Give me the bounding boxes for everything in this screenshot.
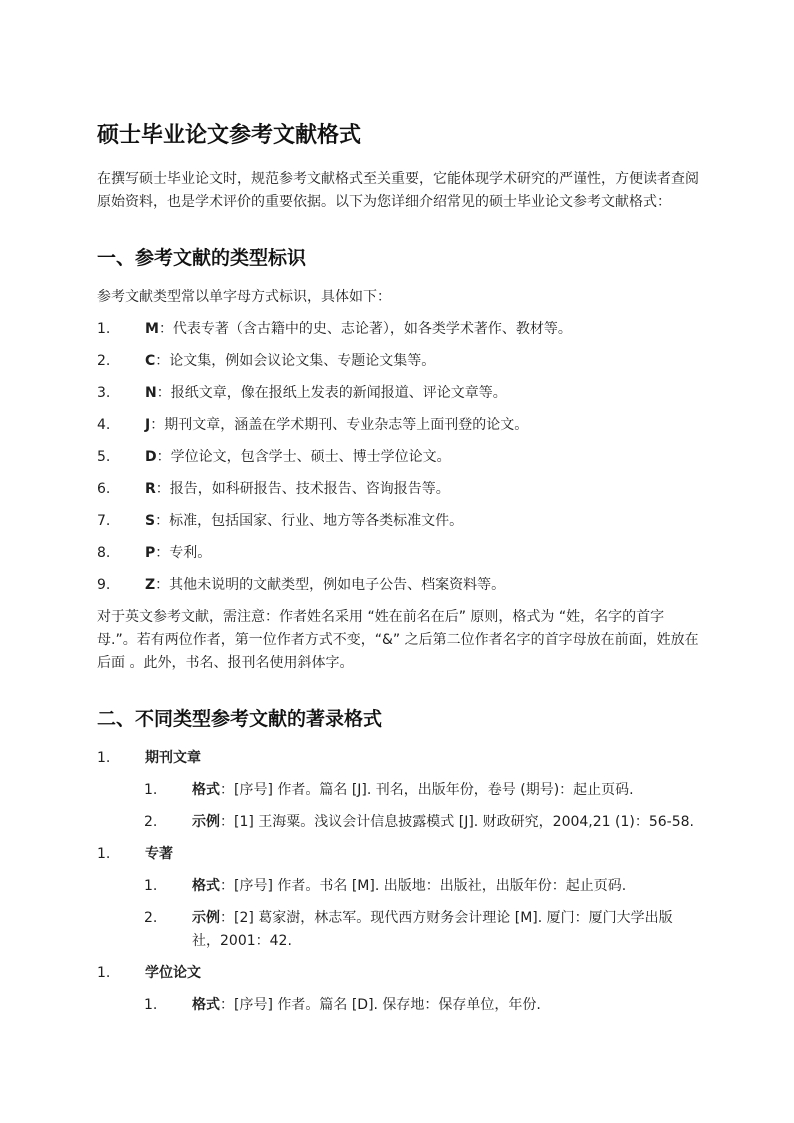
list-item-body [145,414,699,437]
type-code: J [145,417,151,433]
format-subitem-body [192,875,699,898]
format-subitem-label: 示例 [192,814,220,830]
type-code-list [97,318,699,597]
type-description: ：其他未说明的文献类型，例如电子公告、档案资料等。 [155,577,506,593]
list-item-body [145,350,699,373]
list-item-body [145,382,699,405]
type-description: ：代表专著（含古籍中的史、志论著），如各类学术著作、教材等。 [158,321,572,337]
format-subitem-text: ：[1] 王海粟。浅议会计信息披露模式 [J]. 财政研究，2004,21 (1)：56-58. [220,814,694,830]
format-sublist [144,994,699,1017]
format-subitem-text: ：[序号] 作者。篇名 [D]. 保存地：保存单位，年份. [220,997,541,1013]
format-group-title-wrap [145,747,699,770]
list-item-number: 5. [97,449,111,465]
format-subitem-body [192,779,699,802]
list-item-body [145,510,699,533]
list-item [97,382,699,405]
format-subitem-label: 格式 [192,878,220,894]
format-group-number: 1. [97,965,111,981]
format-group-list [97,747,699,1017]
list-item-number: 1. [97,321,111,337]
format-subitem [144,811,699,834]
list-item-number: 3. [97,385,111,401]
list-item [97,510,699,533]
list-item-number: 6. [97,481,111,497]
document-title: 硕士毕业论文参考文献格式 [97,123,362,148]
english-reference-note: 对于英文参考文献，需注意：作者姓名采用 “姓在前名在后” 原则，格式为 “姓，名字的首字母.”。若有两位作者，第一位作者方式不变，“&” 之后第二位作者名字的首字母放在前面，姓放在后面 。此外，书名、报刊名使用斜体字。 [97,609,699,671]
type-code: P [145,545,156,561]
format-group-number: 1. [97,750,111,766]
type-code: R [145,481,156,497]
format-subitem-body [192,907,699,953]
type-description: ：报告，如科研报告、技术报告、咨询报告等。 [155,481,450,497]
list-item-number: 4. [97,417,111,433]
format-subitem-label: 格式 [192,782,220,798]
type-code: C [145,353,156,369]
format-subitem-number: 2. [144,910,158,926]
list-item-number: 2. [97,353,111,369]
list-item-body [145,446,699,469]
type-code: N [145,385,157,401]
format-group [97,747,699,770]
format-subitem-number: 2. [144,814,158,830]
list-item-number: 9. [97,577,111,593]
format-group-title: 期刊文章 [145,750,201,766]
list-item-body [145,542,699,565]
format-group-title: 学位论文 [145,965,201,981]
list-item [97,446,699,469]
type-code: Z [145,577,156,593]
type-description: ：期刊文章，涵盖在学术期刊、专业杂志等上面刊登的论文。 [150,417,529,433]
list-item [97,542,699,565]
type-code: S [145,513,156,529]
intro-paragraph: 在撰写硕士毕业论文时，规范参考文献格式至关重要，它能体现学术研究的严谨性，方便读者查阅原始资料，也是学术评价的重要依据。以下为您详细介绍常见的硕士毕业论文参考文献格式： [97,171,699,210]
format-subitem [144,875,699,898]
type-description: ：论文集，例如会议论文集、专题论文集等。 [155,353,436,369]
list-item-number: 7. [97,513,111,529]
list-item [97,350,699,373]
section-1-lead: 参考文献类型常以单字母方式标识，具体如下： [97,289,391,305]
format-subitem [144,907,699,953]
list-item-body [145,478,699,501]
format-subitem-number: 1. [144,878,158,894]
format-group-title-wrap [145,962,699,985]
list-item-body [145,318,699,341]
format-sublist [144,875,699,953]
format-group-title: 专著 [145,846,173,862]
list-item [97,574,699,597]
format-subitem-label: 格式 [192,997,220,1013]
type-description: ：标准，包括国家、行业、地方等各类标准文件。 [155,513,464,529]
format-subitem-text: ：[序号] 作者。书名 [M]. 出版地：出版社，出版年份：起止页码. [220,878,627,894]
format-subitem-text: ：[2] 葛家澍，林志军。现代西方财务会计理论 [M]. 厦门：厦门大学出版社，2001：42. [192,910,673,949]
format-group [97,843,699,866]
format-group-number: 1. [97,846,111,862]
format-subitem-number: 1. [144,782,158,798]
format-group [97,962,699,985]
format-subitem-body [192,994,699,1017]
format-sublist [144,779,699,834]
list-item [97,318,699,341]
format-subitem [144,779,699,802]
type-code: M [145,321,159,337]
list-item-number: 8. [97,545,111,561]
format-group-title-wrap [145,843,699,866]
section-2-heading: 二、不同类型参考文献的著录格式 [97,708,383,730]
format-subitem-number: 1. [144,997,158,1013]
type-description: ：专利。 [155,545,212,561]
type-description: ：学位论文，包含学士、硕士、博士学位论文。 [156,449,451,465]
format-subitem-text: ：[序号] 作者。篇名 [J]. 刊名，出版年份，卷号 (期号)：起止页码. [220,782,634,798]
list-item [97,414,699,437]
section-1-heading: 一、参考文献的类型标识 [97,247,307,269]
type-description: ：报纸文章，像在报纸上发表的新闻报道、评论文章等。 [156,385,507,401]
format-subitem [144,994,699,1017]
list-item-body [145,574,699,597]
type-code: D [145,449,157,465]
list-item [97,478,699,501]
format-subitem-label: 示例 [192,910,220,926]
format-subitem-body [192,811,699,834]
